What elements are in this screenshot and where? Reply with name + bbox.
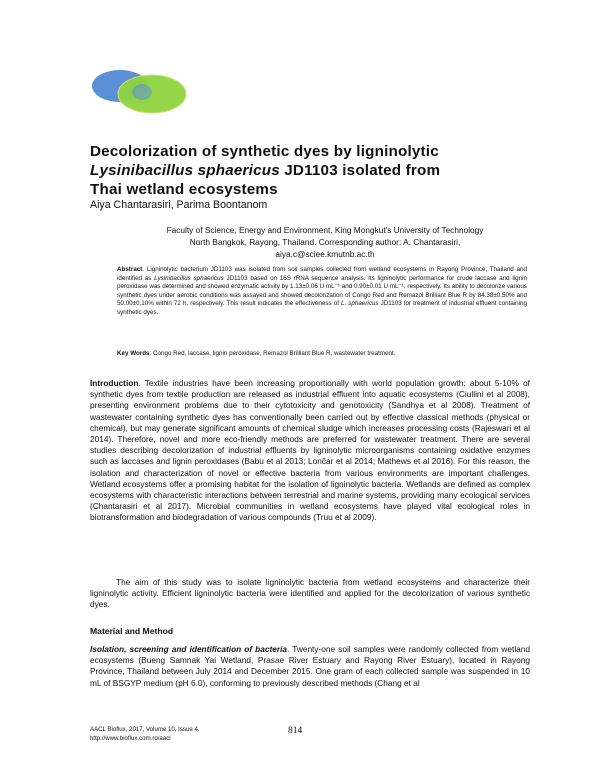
footer bbox=[90, 726, 200, 743]
affiliation bbox=[120, 224, 530, 260]
title-line-2-rest: JD1103 isolated from bbox=[279, 162, 441, 179]
keywords-text: : Congo Red, laccase, lignin peroxidase, Remazol Brilliant Blue R, wastewater treatment. bbox=[149, 350, 396, 357]
abstract-label: Abstract bbox=[117, 266, 143, 273]
title-line-2 bbox=[90, 161, 530, 180]
keywords bbox=[117, 350, 527, 359]
aim-paragraph bbox=[90, 577, 530, 611]
isolation-paragraph bbox=[90, 644, 530, 689]
footer-url[interactable]: http://www.bioflux.com.ro/aacl bbox=[90, 734, 171, 742]
isolation-text: . Twenty-one soil samples were randomly collected from wetland ecosystems (Bueng Samnak Yai Wetland, Prasae River Estuary and Rayong River Estuary), located in Rayong Province, Thailand between July 2014 and December 2015. One gram of each collected sample was suspended in 10 mL of BSGYP medium (pH 6.0), conforming to previously described methods (Chang et al bbox=[90, 644, 530, 688]
keywords-label: Key Words bbox=[117, 350, 150, 357]
affiliation-line-1: Faculty of Science, Energy and Environment, King Mongkut's University of Technology bbox=[166, 225, 484, 235]
introduction-label: Introduction bbox=[90, 378, 139, 388]
authors: Aiya Chantarasiri, Parima Boontanom bbox=[90, 199, 268, 211]
affiliation-line-2: North Bangkok, Rayong, Thailand. Corresponding author: A. Chantarasiri, bbox=[189, 237, 461, 247]
introduction-paragraph bbox=[90, 378, 530, 524]
aim-text: The aim of this study was to isolate ligninolytic bacteria from wetland ecosystems and characterize their ligninolytic activity. Efficient ligninolytic bacteria were identified and applied for the decolorization of various synthetic dyes. bbox=[90, 577, 530, 610]
affiliation-email: aiya.c@sciee.kmutnb.ac.th bbox=[275, 249, 375, 259]
introduction-text: . Textile industries have been increasing proportionally with world population growth; about 5-10% of synthetic dyes from textile production are released as industrial effluent into aquatic ecosystems (Ciullini et al 2008), presenting environment problems due to their cytotoxicity and genotoxicity (Sandhya et al 2008). Treatment of wastewater containing synthetic dyes has conventionally been carried out by effective classical methods (physical or chemical), but may generate significant amounts of chemical sludge which increases processing costs (Rajeswari et al 2014). Therefore, novel and more eco-friendly methods are preferred for wastewater treatment. There are several studies describing decolorization of industrial effluents by ligninolytic microorganisms containing oxidative enzymes such as laccases and lignin peroxidases (Babu et al 2013; Lončar et al 2014; Mathews et al 2016). For this reason, the isolation and characterization of novel or effective bacteria from various environments are important challenges. Wetland ecosystems offer a promising habitat for the isolation of ligninolytic bacteria. Wetlands are defined as complex ecosystems with characteristic interactions between terrestrial and marine systems, providing many ecological services (Chantarasiri et al 2017). Microbial communities in wetland ecosystems have played vital ecological roles in biotransformation and biodegradation of various compounds (Truu et al 2009). bbox=[90, 378, 530, 523]
title-line-1: Decolorization of synthetic dyes by ligninolytic bbox=[90, 143, 439, 160]
abstract-text-1: . Ligninolytic bacterium JD1103 was isolated from soil samples collected from wetland ecosystems in Rayong Province, Thailand and identified as bbox=[117, 266, 527, 282]
abstract-text-3: JD1103 for treatment of industrial effluent containing synthetic dyes. bbox=[117, 300, 527, 316]
title-species: Lysinibacillus sphaericus bbox=[90, 162, 280, 179]
section-heading: Material and Method bbox=[90, 626, 174, 636]
abstract-text-2: JD1103 based on 16S rRNA sequence analysis. Its ligninolytic performance for crude laccase and lignin peroxidase was determined and showed enzymatic activity by 1.13±0.06 U mL⁻¹ and 0.90±0.01 U mL⁻¹, respectively. Its ability to decolorize various synthetic dyes under aerobic conditions was assayed and showed decolorization of Congo Red and Remazol Brilliant Blue R by 84.38±0.50% and 50.00±0.10% within 72 h, respectively. This result indicates the effectiveness of bbox=[117, 274, 527, 308]
page-number: 814 bbox=[288, 726, 303, 736]
abstract-species-2: L. sphaericus bbox=[341, 300, 379, 308]
page-title bbox=[90, 142, 530, 199]
footer-journal: AACL Bioflux, 2017, Volume 10, Issue 4. bbox=[90, 726, 200, 733]
abstract-species: Lysinibacillus sphaericus bbox=[154, 274, 224, 282]
isolation-label: Isolation, screening and identification of bacteria bbox=[90, 644, 287, 654]
cell-logo-icon bbox=[90, 66, 190, 116]
title-line-3: Thai wetland ecosystems bbox=[90, 181, 278, 198]
abstract bbox=[117, 266, 527, 318]
